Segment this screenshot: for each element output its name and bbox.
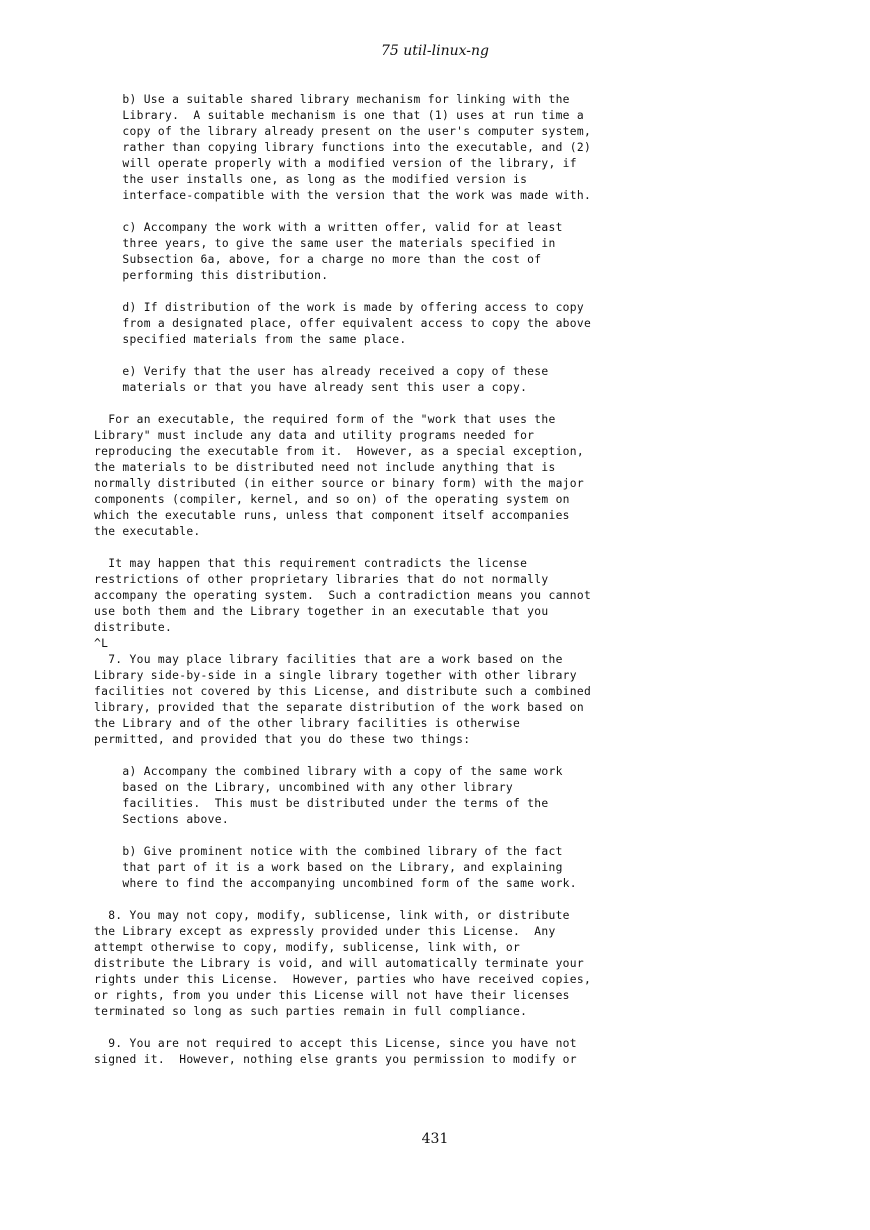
text-line: attempt otherwise to copy, modify, sublicense, link with, or xyxy=(94,941,521,954)
license-text-body xyxy=(94,92,834,1068)
text-line: 8. You may not copy, modify, sublicense, link with, or distribute xyxy=(94,909,570,922)
text-line: based on the Library, uncombined with any other library xyxy=(94,781,513,794)
text-line: the Library except as expressly provided under this License. Any xyxy=(94,925,556,938)
text-line: the user installs one, as long as the modified version is xyxy=(94,173,528,186)
text-line: a) Accompany the combined library with a copy of the same work xyxy=(94,765,563,778)
text-line: rather than copying library functions into the executable, and (2) xyxy=(94,141,592,154)
text-line: which the executable runs, unless that component itself accompanies xyxy=(94,509,570,522)
text-line: Sections above. xyxy=(94,813,229,826)
text-line xyxy=(94,204,834,220)
text-line xyxy=(94,748,834,764)
text-line: library, provided that the separate distribution of the work based on xyxy=(94,701,584,714)
text-line: Library. A suitable mechanism is one that (1) uses at run time a xyxy=(94,109,584,122)
text-line: c) Accompany the work with a written offer, valid for at least xyxy=(94,221,563,234)
text-line: performing this distribution. xyxy=(94,269,329,282)
text-line xyxy=(94,284,834,300)
text-line: components (compiler, kernel, and so on) of the operating system on xyxy=(94,493,570,506)
text-line: facilities not covered by this License, and distribute such a combined xyxy=(94,685,592,698)
text-line: or rights, from you under this License will not have their licenses xyxy=(94,989,570,1002)
text-line xyxy=(94,540,834,556)
text-line: facilities. This must be distributed under the terms of the xyxy=(94,797,549,810)
text-line: distribute the Library is void, and will automatically terminate your xyxy=(94,957,584,970)
text-line: the executable. xyxy=(94,525,201,538)
text-line: 9. You are not required to accept this License, since you have not xyxy=(94,1037,577,1050)
text-line: from a designated place, offer equivalent access to copy the above xyxy=(94,317,592,330)
text-line: will operate properly with a modified version of the library, if xyxy=(94,157,577,170)
text-line: accompany the operating system. Such a contradiction means you cannot xyxy=(94,589,592,602)
text-line: It may happen that this requirement contradicts the license xyxy=(94,557,528,570)
text-line: 7. You may place library facilities that are a work based on the xyxy=(94,653,563,666)
text-line: b) Use a suitable shared library mechanism for linking with the xyxy=(94,93,570,106)
text-line: d) If distribution of the work is made by offering access to copy xyxy=(94,301,584,314)
text-line: copy of the library already present on the user's computer system, xyxy=(94,125,592,138)
text-line: specified materials from the same place. xyxy=(94,333,407,346)
text-line xyxy=(94,828,834,844)
text-line: Subsection 6a, above, for a charge no more than the cost of xyxy=(94,253,542,266)
text-line: the materials to be distributed need not include anything that is xyxy=(94,461,556,474)
text-line: Library" must include any data and utility programs needed for xyxy=(94,429,535,442)
text-line: e) Verify that the user has already received a copy of these xyxy=(94,365,549,378)
text-line xyxy=(94,396,834,412)
text-line xyxy=(94,1020,834,1036)
text-line: b) Give prominent notice with the combined library of the fact xyxy=(94,845,563,858)
text-line: ^L xyxy=(94,637,109,650)
text-line: interface-compatible with the version that the work was made with. xyxy=(94,189,592,202)
text-line: terminated so long as such parties remain in full compliance. xyxy=(94,1005,528,1018)
text-line: signed it. However, nothing else grants you permission to modify or xyxy=(94,1053,577,1066)
text-line: three years, to give the same user the materials specified in xyxy=(94,237,556,250)
text-line: normally distributed (in either source or binary form) with the major xyxy=(94,477,584,490)
text-line: where to find the accompanying uncombined form of the same work. xyxy=(94,877,577,890)
text-line: restrictions of other proprietary libraries that do not normally xyxy=(94,573,549,586)
page-number: 431 xyxy=(421,1131,449,1147)
text-line: Library side-by-side in a single library together with other library xyxy=(94,669,577,682)
text-line xyxy=(94,892,834,908)
text-line: rights under this License. However, parties who have received copies, xyxy=(94,973,592,986)
text-line xyxy=(94,348,834,364)
text-line: For an executable, the required form of the "work that uses the xyxy=(94,413,556,426)
text-line: permitted, and provided that you do these two things: xyxy=(94,733,471,746)
text-line: the Library and of the other library facilities is otherwise xyxy=(94,717,521,730)
text-line: that part of it is a work based on the Library, and explaining xyxy=(94,861,563,874)
text-line: distribute. xyxy=(94,621,173,634)
text-line: reproducing the executable from it. However, as a special exception, xyxy=(94,445,584,458)
running-head: 75 util-linux-ng xyxy=(381,43,489,59)
text-line: use both them and the Library together in an executable that you xyxy=(94,605,549,618)
text-line: materials or that you have already sent this user a copy. xyxy=(94,381,528,394)
